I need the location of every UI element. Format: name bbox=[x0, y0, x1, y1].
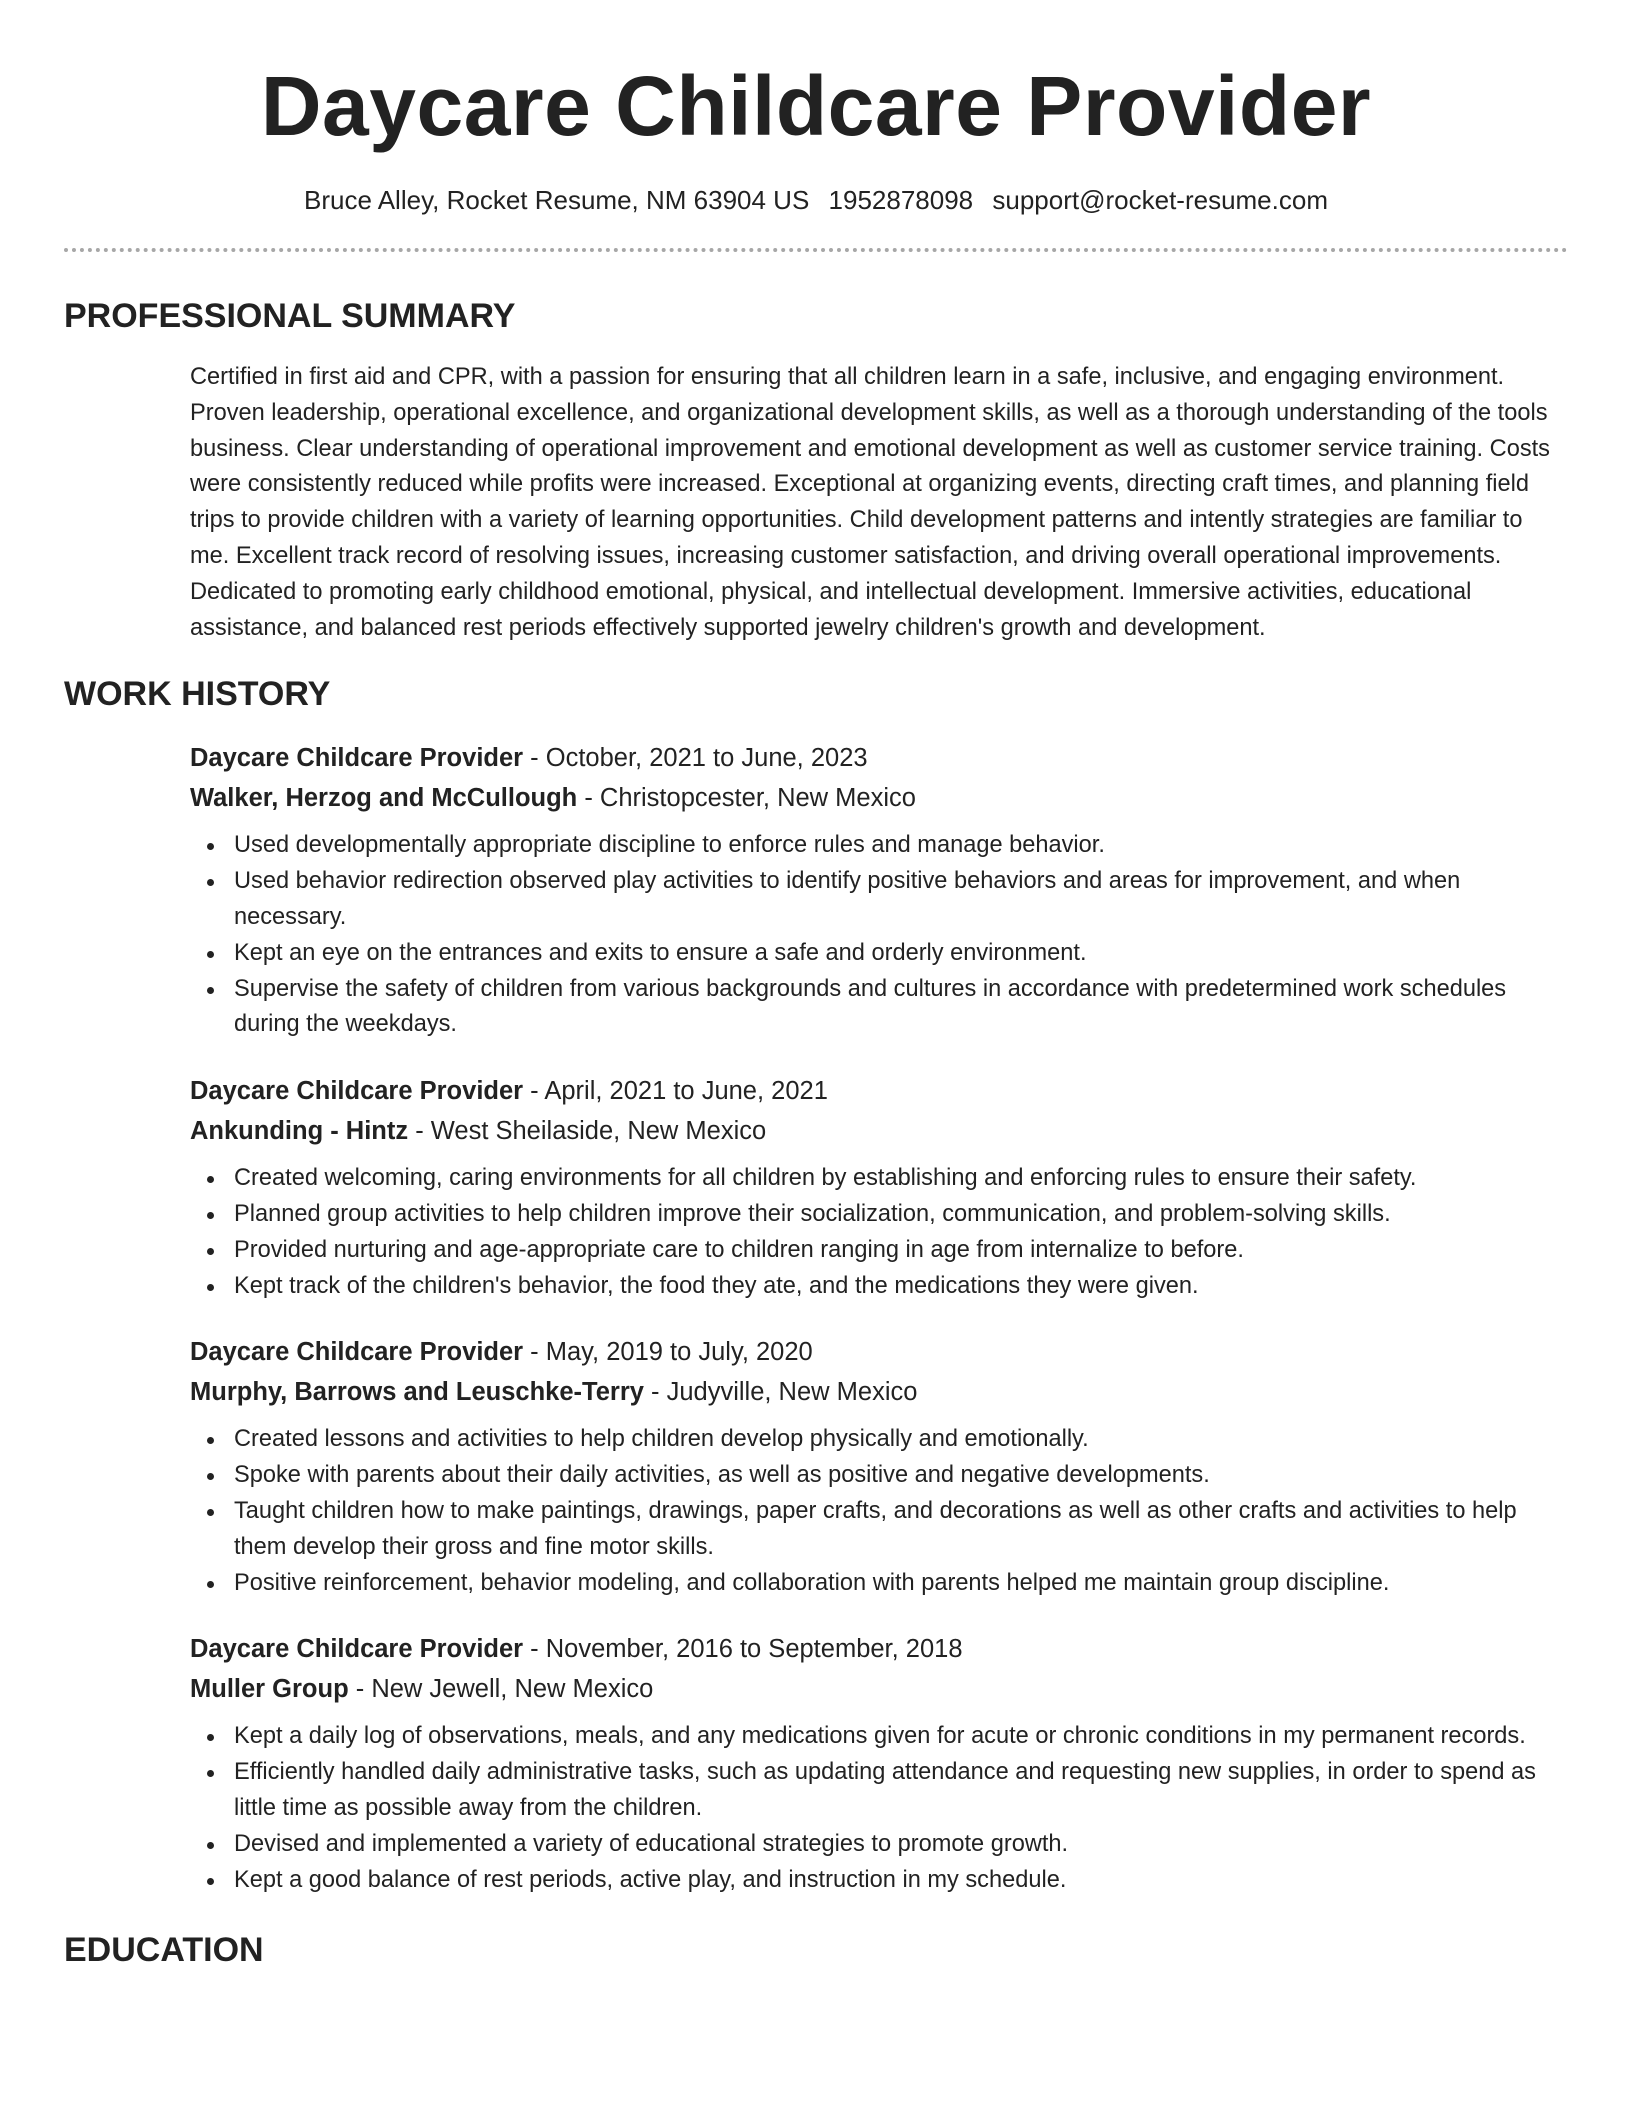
job-company: Murphy, Barrows and Leuschke-Terry bbox=[190, 1378, 644, 1407]
contact-phone: 1952878098 bbox=[828, 185, 974, 215]
job-entry bbox=[190, 1332, 1568, 1601]
job-title: Daycare Childcare Provider bbox=[190, 1635, 524, 1664]
bullet-dot-icon bbox=[207, 1770, 214, 1777]
job-title-line bbox=[190, 1629, 1568, 1669]
contact-line bbox=[64, 182, 1568, 218]
job-bullet bbox=[190, 1422, 1568, 1458]
job-company-line bbox=[190, 1372, 1568, 1412]
job-entry bbox=[190, 738, 1568, 1043]
job-title: Daycare Childcare Provider bbox=[190, 744, 524, 773]
job-bullet bbox=[190, 1719, 1568, 1755]
header-divider bbox=[64, 248, 1568, 252]
bullet-text: Positive reinforcement, behavior modeling, and collaboration with parents helped me maintain group discipline. bbox=[234, 1569, 1390, 1596]
job-bullet bbox=[190, 1269, 1568, 1305]
job-title-line bbox=[190, 1071, 1568, 1111]
job-bullet bbox=[190, 936, 1568, 972]
contact-email: support@rocket-resume.com bbox=[992, 185, 1328, 215]
job-location: - West Sheilaside, New Mexico bbox=[408, 1117, 767, 1146]
job-company-line bbox=[190, 1669, 1568, 1709]
job-bullet bbox=[190, 1755, 1568, 1827]
job-bullet bbox=[190, 1494, 1568, 1566]
job-bullet bbox=[190, 1458, 1568, 1494]
bullet-dot-icon bbox=[207, 879, 214, 886]
job-company-line bbox=[190, 778, 1568, 818]
job-company: Ankunding - Hintz bbox=[190, 1117, 409, 1146]
bullet-dot-icon bbox=[207, 1437, 214, 1444]
job-title: Daycare Childcare Provider bbox=[190, 1077, 524, 1106]
job-dates: - November, 2016 to September, 2018 bbox=[523, 1635, 963, 1664]
bullet-text: Created lessons and activities to help children develop physically and emotionally. bbox=[234, 1426, 1089, 1453]
job-entry bbox=[190, 1071, 1568, 1304]
job-dates: - October, 2021 to June, 2023 bbox=[523, 744, 868, 773]
bullet-dot-icon bbox=[207, 1284, 214, 1291]
bullet-dot-icon bbox=[207, 1212, 214, 1219]
job-company: Walker, Herzog and McCullough bbox=[190, 784, 578, 813]
bullet-dot-icon bbox=[207, 1473, 214, 1480]
job-bullets bbox=[190, 828, 1568, 1043]
summary-heading: PROFESSIONAL SUMMARY bbox=[64, 297, 516, 335]
bullet-text: Kept a good balance of rest periods, active play, and instruction in my schedule. bbox=[234, 1866, 1067, 1893]
bullet-text: Used behavior redirection observed play activities to identify positive behaviors and areas for improvement, and when necessary. bbox=[234, 868, 1461, 930]
bullet-dot-icon bbox=[207, 1842, 214, 1849]
job-list bbox=[190, 738, 1568, 1898]
contact-address: Bruce Alley, Rocket Resume, NM 63904 US bbox=[304, 185, 810, 215]
bullet-text: Planned group activities to help children improve their socialization, communication, and problem-solving skills. bbox=[234, 1200, 1391, 1227]
bullet-text: Efficiently handled daily administrative tasks, such as updating attendance and requesting new supplies, in order to spend as little time as possible away from the children. bbox=[234, 1759, 1536, 1821]
job-location: - New Jewell, New Mexico bbox=[348, 1675, 654, 1704]
job-bullets bbox=[190, 1161, 1568, 1304]
job-bullet bbox=[190, 1233, 1568, 1269]
bullet-dot-icon bbox=[207, 951, 214, 958]
job-bullet bbox=[190, 1827, 1568, 1863]
bullet-dot-icon bbox=[207, 1176, 214, 1183]
bullet-text: Created welcoming, caring environments for all children by establishing and enforcing rules to ensure their safety. bbox=[234, 1165, 1417, 1192]
job-bullet bbox=[190, 1863, 1568, 1899]
job-location: - Christopcester, New Mexico bbox=[577, 784, 916, 813]
job-location: - Judyville, New Mexico bbox=[643, 1378, 918, 1407]
bullet-dot-icon bbox=[207, 987, 214, 994]
job-title: Daycare Childcare Provider bbox=[190, 1338, 524, 1367]
bullet-text: Kept track of the children's behavior, the food they ate, and the medications they were given. bbox=[234, 1272, 1199, 1299]
job-entry bbox=[190, 1629, 1568, 1898]
bullet-text: Kept an eye on the entrances and exits to ensure a safe and orderly environment. bbox=[234, 939, 1087, 966]
resume-title: Daycare Childcare Provider bbox=[260, 59, 1372, 153]
summary-text: Certified in first aid and CPR, with a passion for ensuring that all children learn in a safe, inclusive, and engaging environment. Proven leadership, operational excellence, and organizational development skills, as well as a thorough understanding of the tools business. Clear understanding of operational improvement and emotional development as well as customer service training. Costs were consistently reduced while profits were increased. Exceptional at organizing events, directing craft times, and planning field trips to provide children with a variety of learning opportunities. Child development patterns and intently strategies are familiar to me. Excellent track record of resolving issues, increasing customer satisfaction, and driving overall operational improvements. Dedicated to promoting early childhood emotional, physical, and intellectual development. Immersive activities, educational assistance, and balanced rest periods effectively supported jewelry children's growth and development. bbox=[190, 364, 1550, 641]
job-title-line bbox=[190, 738, 1568, 778]
job-bullet bbox=[190, 972, 1568, 1044]
job-company-line bbox=[190, 1111, 1568, 1151]
bullet-text: Kept a daily log of observations, meals, and any medications given for acute or chronic conditions in my permanent records. bbox=[234, 1723, 1526, 1750]
job-bullet bbox=[190, 1197, 1568, 1233]
bullet-dot-icon bbox=[207, 1248, 214, 1255]
work-history-heading: WORK HISTORY bbox=[64, 675, 331, 714]
bullet-dot-icon bbox=[207, 843, 214, 850]
resume-page bbox=[64, 0, 1568, 1972]
bullet-dot-icon bbox=[207, 1878, 214, 1885]
bullet-text: Used developmentally appropriate discipline to enforce rules and manage behavior. bbox=[234, 832, 1105, 859]
job-dates: - April, 2021 to June, 2021 bbox=[523, 1077, 828, 1106]
job-company: Muller Group bbox=[190, 1675, 349, 1704]
bullet-dot-icon bbox=[207, 1734, 214, 1741]
job-bullets bbox=[190, 1719, 1568, 1898]
bullet-text: Taught children how to make paintings, drawings, paper crafts, and decorations as well as other crafts and activities to help them develop their gross and fine motor skills. bbox=[234, 1497, 1517, 1560]
bullet-dot-icon bbox=[207, 1581, 214, 1588]
job-bullet bbox=[190, 828, 1568, 864]
bullet-dot-icon bbox=[207, 1509, 214, 1516]
job-title-line bbox=[190, 1332, 1568, 1372]
bullet-text: Spoke with parents about their daily activities, as well as positive and negative developments. bbox=[234, 1462, 1210, 1489]
job-bullet bbox=[190, 1566, 1568, 1602]
job-dates: - May, 2019 to July, 2020 bbox=[523, 1338, 813, 1367]
job-bullet bbox=[190, 1161, 1568, 1197]
bullet-text: Devised and implemented a variety of educational strategies to promote growth. bbox=[234, 1830, 1069, 1857]
job-bullets bbox=[190, 1422, 1568, 1601]
bullet-text: Supervise the safety of children from various backgrounds and cultures in accordance with predetermined work schedules during the weekdays. bbox=[234, 975, 1507, 1038]
job-bullet bbox=[190, 864, 1568, 936]
education-heading: EDUCATION bbox=[64, 1931, 264, 1970]
bullet-text: Provided nurturing and age-appropriate care to children ranging in age from internalize to before. bbox=[234, 1236, 1244, 1263]
